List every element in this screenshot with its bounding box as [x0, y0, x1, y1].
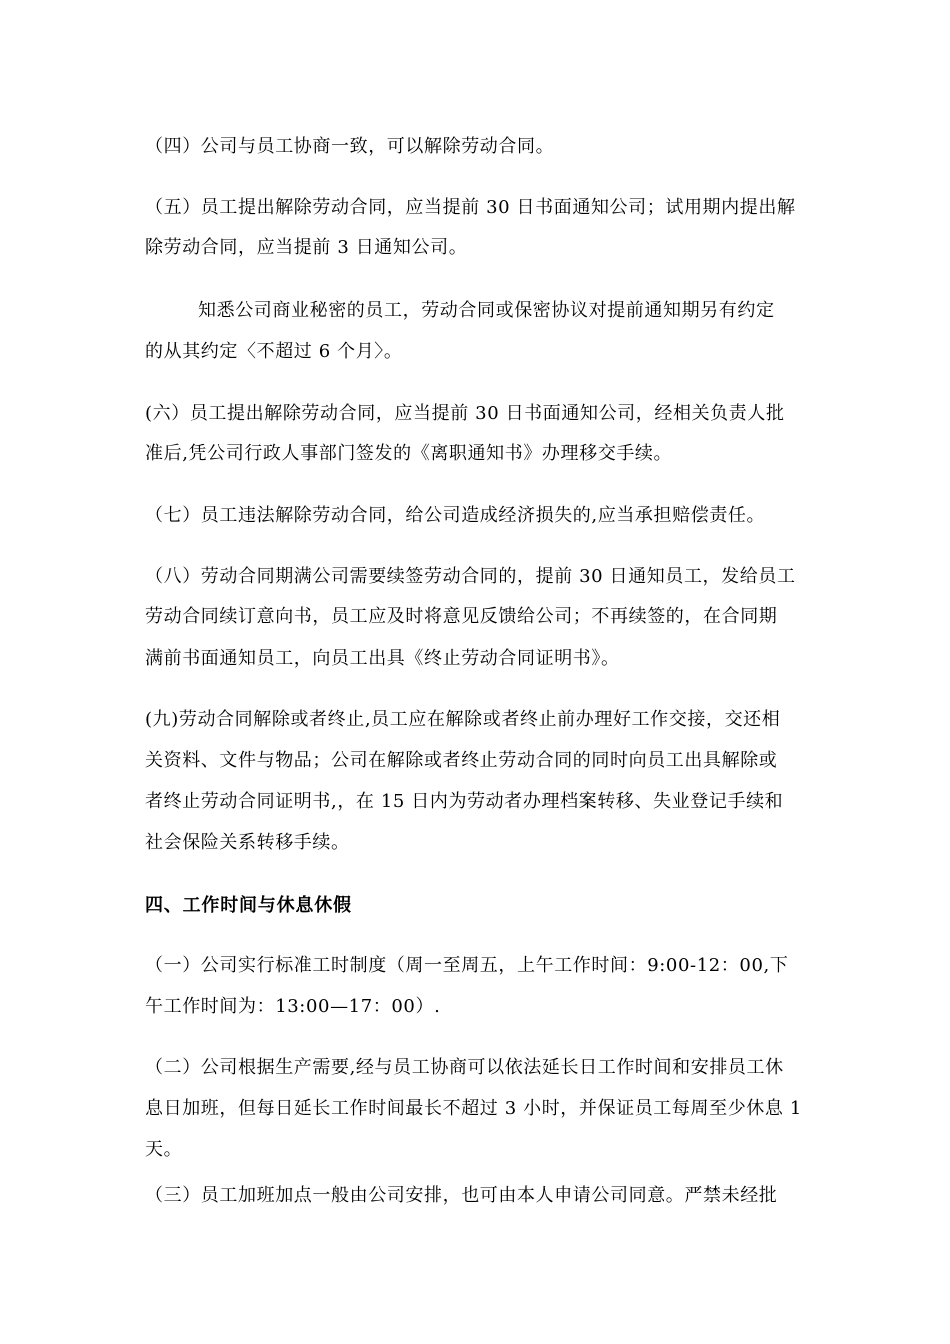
paragraph-9-line-4: 社会保险关系转移手续。 [145, 832, 350, 853]
worktime-2-line-2: 息日加班，但每日延长工作时间最长不超过 3 小时，并保证员工每周至少休息 1 [145, 1098, 802, 1119]
worktime-2-line-3: 天。 [145, 1139, 183, 1160]
paragraph-5-line-1: （五）员工提出解除劳动合同，应当提前 30 日书面通知公司；试用期内提出解 [145, 197, 796, 218]
paragraph-6-line-1: (六）员工提出解除劳动合同，应当提前 30 日书面通知公司，经相关负责人批 [145, 403, 785, 424]
paragraph-9-line-1: (九)劳动合同解除或者终止,员工应在解除或者终止前办理好工作交接，交还相 [145, 709, 781, 730]
paragraph-5b-line-1: 知悉公司商业秘密的员工，劳动合同或保密协议对提前通知期另有约定 [198, 300, 775, 321]
paragraph-4-line-1: （四）公司与员工协商一致，可以解除劳动合同。 [145, 136, 555, 157]
paragraph-7-line-1: （七）员工违法解除劳动合同，给公司造成经济损失的,应当承担赔偿责任。 [145, 505, 766, 526]
paragraph-6-line-2: 准后,凭公司行政人事部门签发的《离职通知书》办理移交手续。 [145, 443, 673, 464]
paragraph-8-line-3: 满前书面通知员工，向员工出具《终止劳动合同证明书》。 [145, 648, 620, 669]
paragraph-8-line-1: （八）劳动合同期满公司需要续签劳动合同的，提前 30 日通知员工，发给员工 [145, 566, 796, 587]
worktime-3-line-1: （三）员工加班加点一般由公司安排，也可由本人申请公司同意。严禁未经批 [145, 1185, 778, 1206]
worktime-1-line-2: 午工作时间为：13:00—17：00）. [145, 996, 441, 1017]
paragraph-9-line-3: 者终止劳动合同证明书,，在 15 日内为劳动者办理档案转移、失业登记手续和 [145, 791, 784, 812]
paragraph-5-line-2: 除劳动合同，应当提前 3 日通知公司。 [145, 237, 468, 258]
section-heading: 四、工作时间与休息休假 [145, 895, 352, 916]
paragraph-5b-line-2: 的从其约定〈不超过 6 个月〉。 [145, 341, 403, 362]
paragraph-9-line-2: 关资料、文件与物品；公司在解除或者终止劳动合同的同时向员工出具解除或 [145, 750, 778, 771]
worktime-2-line-1: （二）公司根据生产需要,经与员工协商可以依法延长日工作时间和安排员工休 [145, 1057, 784, 1078]
paragraph-8-line-2: 劳动合同续订意向书，员工应及时将意见反馈给公司；不再续签的，在合同期 [145, 606, 778, 627]
worktime-1-line-1: （一）公司实行标准工时制度（周一至周五，上午工作时间：9:00-12：00,下 [145, 955, 789, 976]
